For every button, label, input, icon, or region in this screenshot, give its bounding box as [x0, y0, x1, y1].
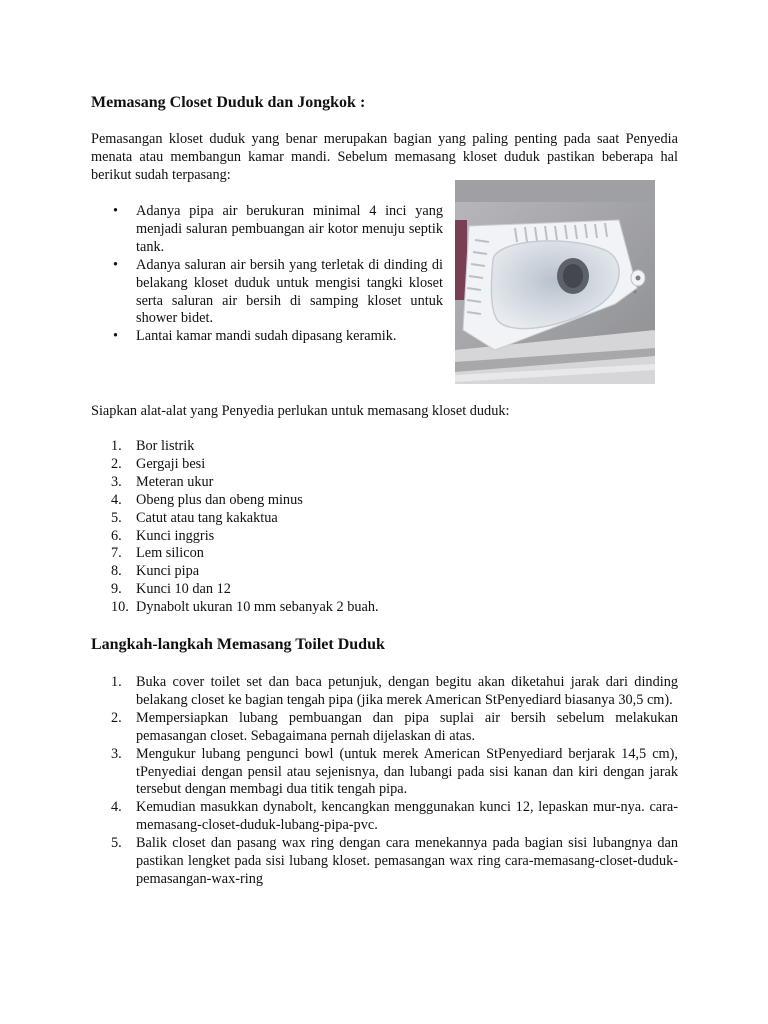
list-item-text: Obeng plus dan obeng minus [136, 491, 303, 508]
list-number: 5. [111, 835, 122, 852]
bullet-marker: • [113, 328, 119, 345]
list-number: 1. [111, 674, 122, 690]
list-item [91, 599, 379, 617]
list-item [91, 456, 379, 474]
list-number: 10. [111, 599, 129, 616]
list-item-text: Kunci pipa [136, 563, 200, 580]
list-item-text: Kemudian masukkan dynabolt, kencangkan menggunakan kunci 12, lepaskan mur-nya. cara-memasang-closet-duduk-lubang-pipa-pvc. [136, 799, 678, 834]
list-number: 8. [111, 563, 122, 580]
bullet-marker: • [113, 256, 119, 273]
list-item [91, 799, 678, 835]
list-item [91, 438, 379, 456]
list-item [91, 563, 379, 581]
list-number: 3. [111, 473, 122, 490]
list-item-text: Mempersiapkan lubang pembuangan dan pipa suplai air bersih sebelum melakukan pemasangan closet. Sebagaimana pernah dijelaskan di atas. [136, 709, 678, 744]
list-item [91, 545, 379, 563]
list-item-text: Balik closet dan pasang wax ring dengan cara menekannya pada bagian sisi lubangnya dan pastikan lengket pada sisi lubang kloset. pemasangan wax ring cara-memasang-closet-duduk-pemasangan-wax-ring [136, 835, 678, 887]
squat-toilet-photo [455, 180, 655, 384]
list-item-text: Lantai kamar mandi sudah dipasang keramik. [136, 328, 397, 345]
list-item-text: Dynabolt ukuran 10 mm sebanyak 2 buah. [136, 599, 379, 616]
list-item-text: Meteran ukur [136, 473, 214, 490]
list-number: 6. [111, 527, 122, 544]
list-item-text: Buka cover toilet set dan baca petunjuk, dengan begitu akan diketahui jarak dari dinding belakang closet ke bagian tengah pipa (jika merek American StPenyediard biasanya 30,5 cm). [136, 674, 678, 708]
intro-paragraph: Pemasangan kloset duduk yang benar merupakan bagian yang paling penting pada saat Penyedia menata atau membangun kamar mandi. Sebelum memasang kloset duduk pastikan beberapa hal berikut sudah terpasang: [91, 131, 678, 183]
list-item-text: Adanya saluran air bersih yang terletak di dinding di belakang kloset duduk untuk mengisi tangki kloset serta saluran air bersih di samping kloset untuk shower bidet. [136, 256, 443, 327]
list-number: 9. [111, 581, 122, 598]
list-item-text: Catut atau tang kakaktua [136, 509, 278, 526]
steps-list [91, 674, 678, 889]
list-item-text: Kunci inggris [136, 527, 215, 544]
list-item [91, 674, 678, 710]
steps-heading: Langkah-langkah Memasang Toilet Duduk [91, 636, 385, 653]
list-number: 4. [111, 491, 122, 508]
list-item-text: Kunci 10 dan 12 [136, 581, 231, 598]
list-number: 1. [111, 438, 122, 454]
list-item [91, 203, 443, 257]
list-item [91, 510, 379, 528]
list-item [91, 835, 678, 889]
list-number: 7. [111, 545, 122, 562]
list-item [91, 474, 379, 492]
list-number: 2. [111, 709, 122, 726]
list-number: 2. [111, 455, 122, 472]
tools-intro: Siapkan alat-alat yang Penyedia perlukan untuk memasang kloset duduk: [91, 403, 510, 419]
list-item [91, 492, 379, 510]
list-number: 3. [111, 745, 122, 762]
list-item-text: Lem silicon [136, 545, 204, 562]
list-number: 5. [111, 509, 122, 526]
list-item [91, 746, 678, 800]
list-item-text: Gergaji besi [136, 455, 206, 472]
list-number: 4. [111, 799, 122, 816]
list-item [91, 710, 678, 746]
list-item [91, 581, 379, 599]
tools-list [91, 438, 379, 617]
main-heading: Memasang Closet Duduk dan Jongkok : [91, 94, 366, 111]
requirements-list [91, 203, 443, 346]
bullet-marker: • [113, 203, 119, 219]
list-item-text: Mengukur lubang pengunci bowl (untuk merek American StPenyediard berjarak 14,5 cm), tPenyediai dengan pensil atau sejenisnya, dan lubangi pada sisi kanan dan kiri dengan jarak tersebut dengan membagi dua titik tengah pipa. [136, 745, 678, 798]
list-item-text: Adanya pipa air berukuran minimal 4 inci yang menjadi saluran pembuangan air kotor menuju septik tank. [136, 203, 443, 255]
list-item-text: Bor listrik [136, 438, 195, 454]
list-item [91, 257, 443, 329]
list-item [91, 328, 443, 346]
list-item [91, 528, 379, 546]
